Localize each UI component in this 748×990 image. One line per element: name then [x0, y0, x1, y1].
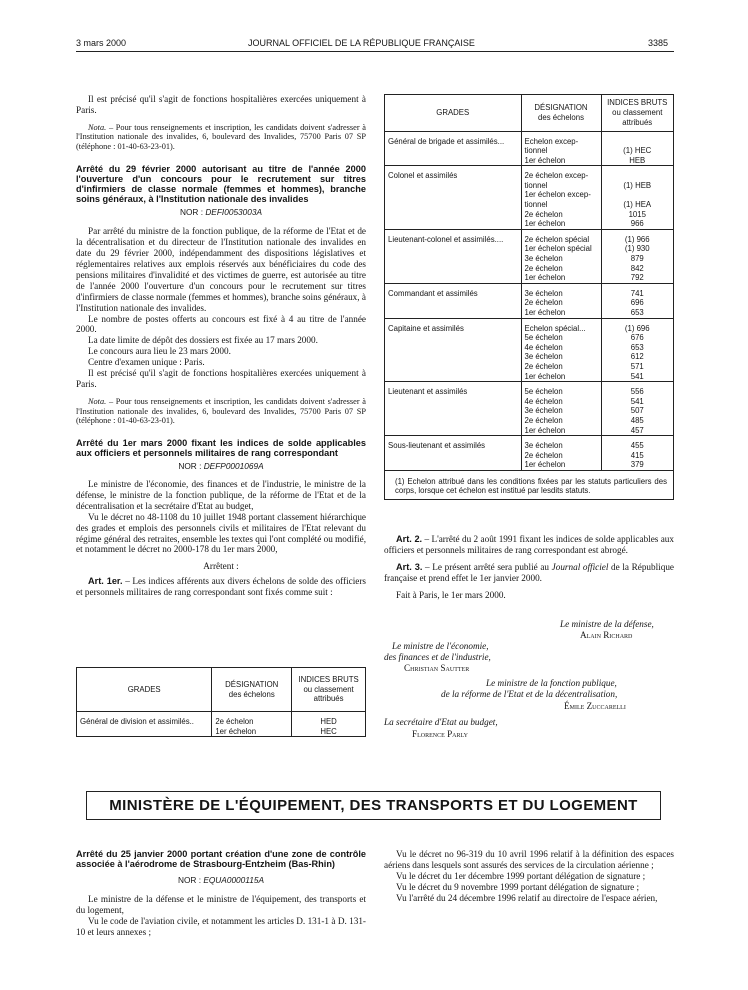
- paragraph: Vu le code de l'aviation civile, et notamment les articles D. 131-1 à D. 131-10 et leurs annexes ;: [76, 916, 366, 938]
- indice-cell: [601, 131, 673, 146]
- designation-cell: Echelon spécial...: [521, 318, 601, 333]
- signature-name: Florence Parly: [412, 729, 468, 739]
- designation-cell: 3e échelon: [521, 406, 601, 416]
- designation-cell: 5e échelon: [521, 333, 601, 343]
- grade-cell: [385, 451, 521, 461]
- table-row: [385, 352, 673, 362]
- indice-cell: 455: [601, 436, 673, 451]
- grade-cell: [385, 244, 521, 254]
- designation-cell: 3e échelon: [521, 436, 601, 451]
- indice-cell: (1) 696: [601, 318, 673, 333]
- bottom-left-column: [76, 849, 366, 938]
- signature-role: de la réforme de l'Etat et de la décentralisation,: [441, 689, 618, 699]
- paragraph: Vu le décret du 9 novembre 1999 portant délégation de signature ;: [396, 881, 640, 892]
- header-rule: [76, 51, 674, 52]
- table-row: [385, 362, 673, 372]
- signature-role: Le ministre de la fonction publique,: [486, 678, 617, 688]
- signature-role: La secrétaire d'Etat au budget,: [384, 717, 498, 727]
- table-row: [385, 190, 673, 200]
- paragraph: Le ministre de la défense et le ministre de l'équipement, des transports et du logement,: [76, 894, 366, 916]
- indice-cell: HEC: [292, 727, 366, 737]
- grade-cell: [385, 273, 521, 283]
- table-row: [385, 298, 673, 308]
- table-row: [385, 372, 673, 382]
- grade-cell: [385, 460, 521, 470]
- indices-table-2: [384, 94, 674, 500]
- grade-cell: [385, 426, 521, 436]
- table-row: [385, 273, 673, 283]
- indice-cell: (1) 930: [601, 244, 673, 254]
- table-row: [385, 131, 673, 146]
- table-row: [385, 156, 673, 166]
- table-row: [77, 712, 366, 727]
- indice-cell: 507: [601, 406, 673, 416]
- nor-reference: NOR : EQUA0000115A: [177, 875, 265, 886]
- designation-cell: 2e échelon: [521, 451, 601, 461]
- fait-a-paris: Fait à Paris, le 1er mars 2000.: [396, 589, 506, 600]
- indice-cell: 696: [601, 298, 673, 308]
- grade-cell: [385, 210, 521, 220]
- grade-cell: [385, 264, 521, 274]
- arrete-title: Arrêté du 29 février 2000 autorisant au titre de l'année 2000 l'ouverture d'un concours pour le recrutement sur titres d'infirmiers de classe normale (femmes et hommes), branche soins généraux, à l'Institution nationale des invalides: [76, 163, 366, 205]
- paragraph: Vu l'arrêté du 24 décembre 1996 relatif au directoire de l'espace aérien,: [396, 892, 658, 903]
- designation-cell: 3e échelon: [521, 283, 601, 298]
- grade-cell: [385, 181, 521, 191]
- designation-cell: tionnel: [521, 200, 601, 210]
- designation-cell: 1er échelon: [521, 460, 601, 470]
- indice-cell: 966: [601, 219, 673, 229]
- arrete-title: Arrêté du 1er mars 2000 fixant les indices de solde applicables aux officiers et personnels militaires de rang correspondant: [76, 437, 366, 458]
- grade-cell: [385, 308, 521, 318]
- right-column: [384, 534, 674, 601]
- table-row: [385, 166, 673, 181]
- article-2: Art. 2. – L'arrêté du 2 août 1991 fixant les indices de solde applicables aux officiers et personnels militaires de rang correspondant est abrogé.: [384, 534, 674, 555]
- designation-cell: 2e échelon spécial: [521, 229, 601, 244]
- paragraph: Le nombre de postes offerts au concours est fixé à 4 au titre de l'année 2000.: [76, 313, 366, 335]
- indice-cell: 541: [601, 372, 673, 382]
- header-date: 3 mars 2000: [76, 38, 127, 48]
- signature-role: Le ministre de la défense,: [560, 619, 654, 629]
- designation-cell: 2e échelon excep-: [521, 166, 601, 181]
- indices-table-1: [76, 667, 366, 737]
- grade-cell: Sous-lieutenant et assimilés: [385, 436, 521, 451]
- indice-cell: 653: [601, 343, 673, 353]
- designation-cell: 4e échelon: [521, 397, 601, 407]
- paragraph: Il est précisé qu'il s'agit de fonctions hospitalières exercées uniquement à Paris.: [76, 94, 366, 115]
- indice-cell: [601, 190, 673, 200]
- designation-cell: tionnel: [521, 146, 601, 156]
- indice-cell: (1) HEB: [601, 181, 673, 191]
- grade-cell: [385, 254, 521, 264]
- paragraph: Le ministre de l'économie, des finances et de l'industrie, le ministre de la défense, le ministre de la fonction publique, de la réforme de l'Etat et de la décentralisation et la secrétaire d'Etat au budget,: [76, 479, 366, 511]
- indice-cell: 571: [601, 362, 673, 372]
- col-header-designation: DÉSIGNATION des échelons: [212, 668, 292, 712]
- table-row: [385, 460, 673, 470]
- arrete-title: Arrêté du 25 janvier 2000 portant création d'une zone de contrôle associée à l'aérodrome de Strasbourg-Entzheim (Bas-Rhin): [76, 849, 366, 870]
- table-footnote: (1) Echelon attribué dans les conditions fixées par les statuts particuliers des corps, lorsque cet échelon est institué par lesdits statuts.: [385, 470, 673, 499]
- table-row: [385, 283, 673, 298]
- indice-cell: 676: [601, 333, 673, 343]
- designation-cell: 2e échelon: [521, 416, 601, 426]
- designation-cell: 2e échelon: [521, 264, 601, 274]
- designation-cell: Echelon excep-: [521, 131, 601, 146]
- nota: Nota. – Pour tous renseignements et inscription, les candidats doivent s'adresser à l'Institution nationale des invalides, 6, boulevard des Invalides, 75700 Paris 07 SP (téléphone : 01-40-63-23-01).: [76, 122, 366, 151]
- table-row: [385, 397, 673, 407]
- nota: Nota. – Pour tous renseignements et inscription, les candidats doivent s'adresser à l'Institution nationale des invalides, 6, boulevard des Invalides, 75700 Paris 07 SP (téléphone : 01-40-63-23-01).: [76, 396, 366, 426]
- grade-cell: [77, 727, 212, 737]
- table-row: [77, 727, 366, 737]
- table-row: [385, 333, 673, 343]
- col-header-grades: GRADES: [385, 95, 521, 131]
- designation-cell: 1er échelon: [521, 426, 601, 436]
- col-header-grades: GRADES: [77, 668, 212, 712]
- grade-cell: Lieutenant et assimilés: [385, 382, 521, 397]
- grade-cell: Colonel et assimilés: [385, 166, 521, 181]
- indice-cell: 379: [601, 460, 673, 470]
- indice-cell: HEB: [601, 156, 673, 166]
- grade-cell: [385, 352, 521, 362]
- indice-cell: 485: [601, 416, 673, 426]
- indice-cell: 653: [601, 308, 673, 318]
- bottom-right-column: [384, 849, 674, 904]
- indice-cell: 792: [601, 273, 673, 283]
- indice-cell: 415: [601, 451, 673, 461]
- signature-name: Émile Zuccarelli: [564, 701, 626, 711]
- designation-cell: 1er échelon: [521, 372, 601, 382]
- article-1: Art. 1er. – Les indices afférents aux divers échelons de solde des officiers et personnels militaires de rang correspondant sont fixés comme suit :: [76, 576, 367, 598]
- signature-role: Le ministre de l'économie,: [392, 641, 489, 651]
- table-row: [385, 229, 673, 244]
- designation-cell: 3e échelon: [521, 254, 601, 264]
- table-row: [385, 181, 673, 191]
- grade-cell: [385, 362, 521, 372]
- signature-role: des finances et de l'industrie,: [384, 652, 491, 662]
- paragraph: Vu le décret no 48-1108 du 10 juillet 1948 portant classement hiérarchique des grades et emplois des personnels civils et militaires de l'Etat relevant du régime général des retraites, ensemble les textes qui l'ont complété ou modifié, et notamment le décret no 2000-178 du 1er mars 2000,: [76, 511, 366, 555]
- table-row: [385, 264, 673, 274]
- indice-cell: 541: [601, 397, 673, 407]
- indice-cell: (1) HEC: [601, 146, 673, 156]
- indice-cell: 556: [601, 382, 673, 397]
- paragraph: Centre d'examen unique : Paris.: [88, 357, 205, 368]
- table-row: [385, 318, 673, 333]
- table-row: [385, 308, 673, 318]
- designation-cell: 1er échelon: [521, 219, 601, 229]
- indice-cell: 1015: [601, 210, 673, 220]
- indice-cell: (1) 966: [601, 229, 673, 244]
- table-row: [385, 382, 673, 397]
- designation-cell: 5e échelon: [521, 382, 601, 397]
- grade-cell: Lieutenant-colonel et assimilés....: [385, 229, 521, 244]
- grade-cell: [385, 333, 521, 343]
- paragraph: Vu le décret du 1er décembre 1999 portant délégation de signature ;: [396, 870, 646, 881]
- designation-cell: 4e échelon: [521, 343, 601, 353]
- indice-cell: (1) HEA: [601, 200, 673, 210]
- nor-reference: NOR : DEFI0053003A: [179, 207, 263, 218]
- designation-cell: 1er échelon: [521, 308, 601, 318]
- table-row: [385, 146, 673, 156]
- indice-cell: 612: [601, 352, 673, 362]
- left-column: [76, 94, 366, 598]
- grade-cell: [385, 219, 521, 229]
- paragraph: La date limite de dépôt des dossiers est fixée au 17 mars 2000.: [88, 335, 318, 346]
- col-header-designation: DÉSIGNATION des échelons: [521, 95, 601, 131]
- paragraph: Il est précisé qu'il s'agit de fonctions hospitalières exercées uniquement à Paris.: [76, 368, 366, 389]
- designation-cell: 1er échelon: [521, 156, 601, 166]
- designation-cell: 2e échelon: [521, 210, 601, 220]
- designation-cell: 1er échelon excep-: [521, 190, 601, 200]
- table-row: [385, 200, 673, 210]
- grade-cell: Commandant et assimilés: [385, 283, 521, 298]
- designation-cell: 2e échelon: [521, 298, 601, 308]
- paragraph: Vu le décret no 96-319 du 10 avril 1996 relatif à la définition des espaces aériens dans lesquels sont assurés des services de la circulation aérienne ;: [384, 849, 674, 870]
- designation-cell: 3e échelon: [521, 352, 601, 362]
- grade-cell: [385, 406, 521, 416]
- table-row: [385, 244, 673, 254]
- grade-cell: Général de brigade et assimilés...: [385, 131, 521, 146]
- indice-cell: [601, 166, 673, 181]
- indice-cell: 879: [601, 254, 673, 264]
- designation-cell: tionnel: [521, 181, 601, 191]
- grade-cell: Général de division et assimilés..: [77, 712, 212, 727]
- grade-cell: [385, 156, 521, 166]
- designation-cell: 2e échelon: [521, 362, 601, 372]
- table-row: [385, 219, 673, 229]
- table-row: [385, 254, 673, 264]
- grade-cell: [385, 146, 521, 156]
- grade-cell: [385, 343, 521, 353]
- grade-cell: Capitaine et assimilés: [385, 318, 521, 333]
- col-header-indices: INDICES BRUTS ou classement attribués: [601, 95, 673, 131]
- paragraph: Le concours aura lieu le 23 mars 2000.: [88, 346, 231, 357]
- paragraph: Par arrêté du ministre de la fonction publique, de la réforme de l'Etat et de la décentralisation et du directeur de l'Institution nationale des invalides en date du 29 février 2000, indépendamment des dispositions législatives et réglementaires relatives aux emplois réservés aux bénéficiaires du code des pensions militaires d'invalidité et des victimes de guerre, est autorisée au titre de l'année 2000 l'ouverture d'un concours pour le recrutement sur titres d'infirmiers de classe normale (femmes et hommes), branche soins généraux, à l'Institution nationale des invalides.: [76, 226, 366, 313]
- grade-cell: [385, 416, 521, 426]
- table-row: [385, 436, 673, 451]
- table-row: [385, 406, 673, 416]
- designation-cell: 1er échelon spécial: [521, 244, 601, 254]
- indice-cell: HED: [292, 712, 366, 727]
- grade-cell: [385, 298, 521, 308]
- table-row: [385, 210, 673, 220]
- grade-cell: [385, 190, 521, 200]
- designation-cell: 2e échelon: [212, 712, 292, 727]
- grade-cell: [385, 372, 521, 382]
- grade-cell: [385, 397, 521, 407]
- grade-cell: [385, 200, 521, 210]
- indice-cell: 842: [601, 264, 673, 274]
- table-row: [385, 451, 673, 461]
- signature-name: Christian Sautter: [404, 663, 470, 673]
- designation-cell: 1er échelon: [521, 273, 601, 283]
- table-row: [385, 416, 673, 426]
- col-header-indices: INDICES BRUTS ou classement attribués: [292, 668, 366, 712]
- article-3: Art. 3. – Le présent arrêté sera publié au Journal officiel de la République française et prend effet le 1er janvier 2000.: [384, 561, 674, 583]
- designation-cell: 1er échelon: [212, 727, 292, 737]
- arretent: Arrêtent :: [203, 561, 239, 572]
- indice-cell: 457: [601, 426, 673, 436]
- table-row: [385, 426, 673, 436]
- ministry-banner: MINISTÈRE DE L'ÉQUIPEMENT, DES TRANSPORTS ET DU LOGEMENT: [86, 791, 661, 820]
- signature-name: Alain Richard: [580, 630, 633, 640]
- table-row: [385, 343, 673, 353]
- journal-title: JOURNAL OFFICIEL DE LA RÉPUBLIQUE FRANÇAISE: [248, 38, 475, 48]
- nor-reference: NOR : DEFP0001069A: [178, 461, 264, 472]
- indice-cell: 741: [601, 283, 673, 298]
- page-number: 3385: [648, 38, 669, 48]
